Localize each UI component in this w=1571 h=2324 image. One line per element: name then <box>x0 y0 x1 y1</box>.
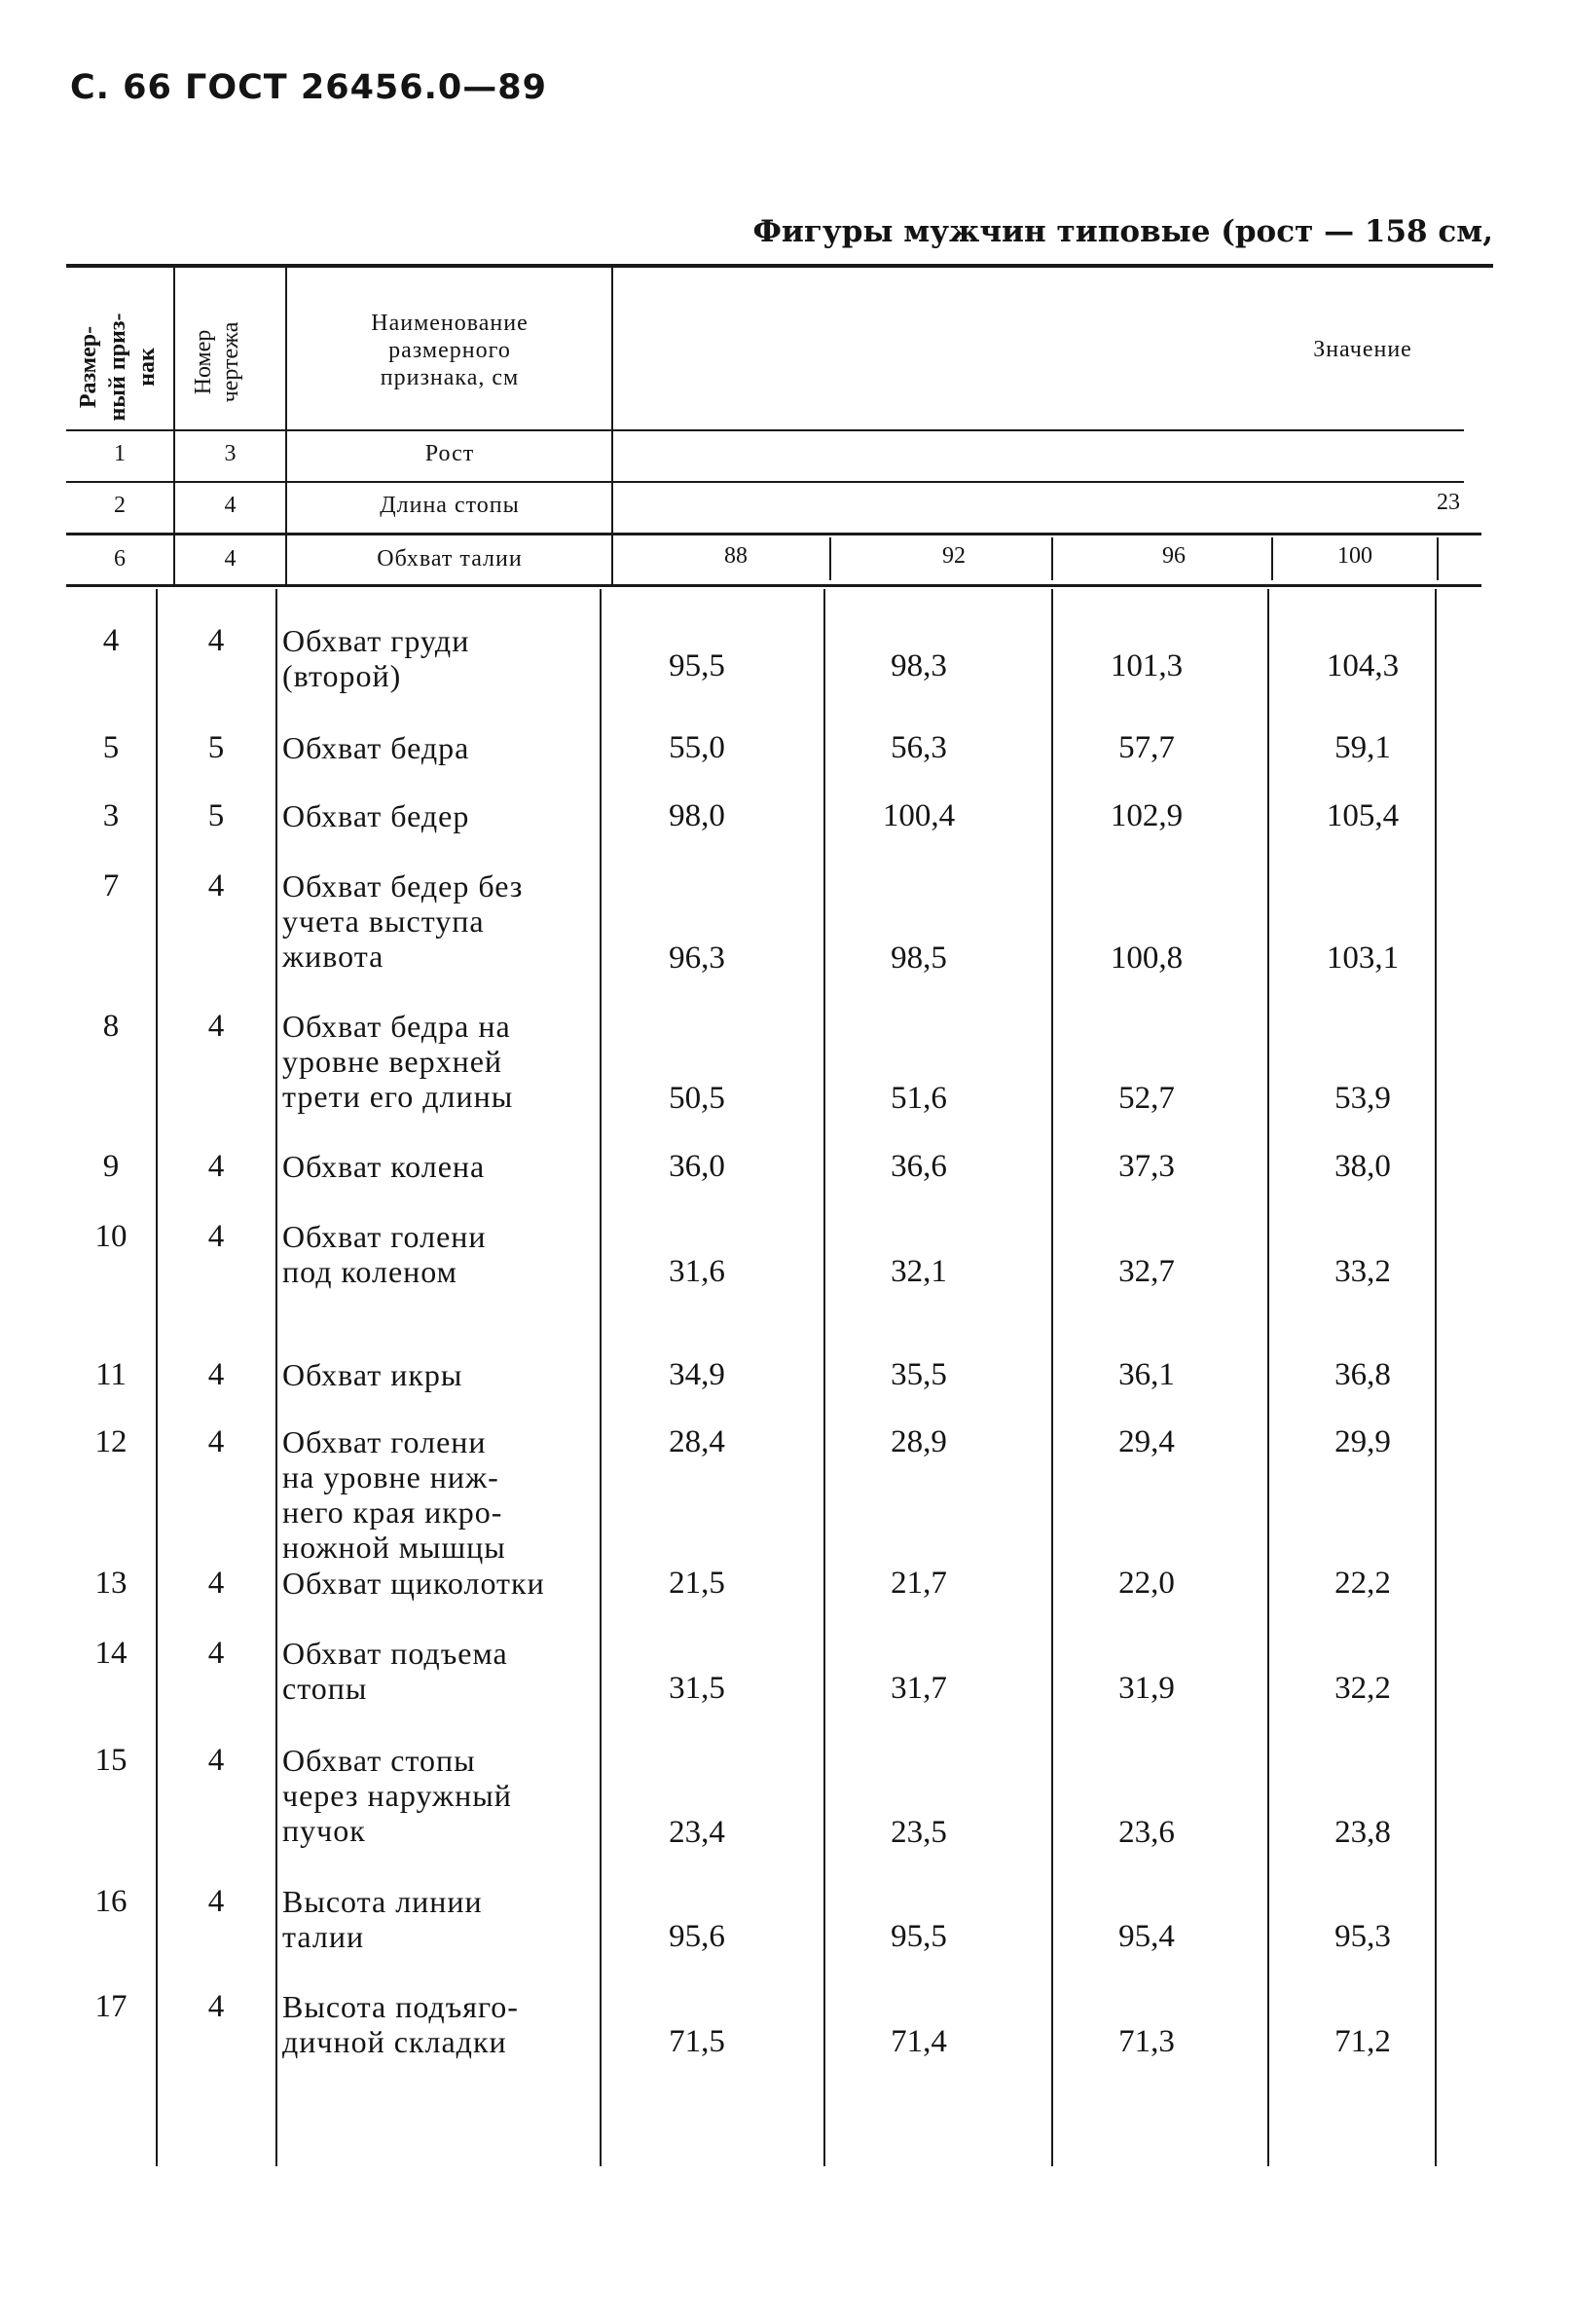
row-feature-number: 13 <box>94 1566 128 1601</box>
row-value-2: 35,5 <box>891 1357 947 1392</box>
row-feature-name: Обхват подъема стопы <box>282 1636 508 1706</box>
body-col-divider-6 <box>1267 589 1269 2166</box>
col-divider-3 <box>611 268 613 585</box>
body-col-divider-5 <box>1051 589 1053 2166</box>
row-value-2: 32,1 <box>891 1254 947 1289</box>
waist-divider-3 <box>1271 537 1273 580</box>
body-col-divider-2 <box>275 589 277 2166</box>
row-feature-number: 5 <box>102 730 120 765</box>
row-value-3: 52,7 <box>1118 1081 1175 1116</box>
row-feature-name: Обхват бедра на уровне верхней трети его длины <box>282 1009 514 1114</box>
row-value-3: 22,0 <box>1118 1566 1175 1601</box>
row-value-1: 31,5 <box>669 1671 725 1706</box>
row-value-4: 95,3 <box>1334 1919 1391 1954</box>
row-feature-number: 4 <box>102 623 120 658</box>
row-value-4: 32,2 <box>1334 1671 1391 1706</box>
table-caption: Фигуры мужчин типовые (рост — 158 см, <box>752 214 1493 249</box>
row-value-1: 96,3 <box>669 941 725 976</box>
row-feature-name: Обхват голени на уровне ниж- него края икро- ножной мышцы <box>282 1424 506 1565</box>
row-value-1: 50,5 <box>669 1081 725 1116</box>
row-value-4: 36,8 <box>1334 1357 1391 1392</box>
row-feature-number: 9 <box>102 1149 120 1184</box>
row-drawing-number: 4 <box>207 623 225 658</box>
row-feature-name: Высота линии талии <box>282 1884 483 1954</box>
row-value-3: 71,3 <box>1118 2024 1175 2059</box>
row-drawing-number: 4 <box>207 1743 225 1778</box>
row-value-1: 95,6 <box>669 1919 725 1954</box>
waist-value-3: 96 <box>1162 543 1186 569</box>
row-feature-name: Обхват икры <box>282 1357 463 1392</box>
table-top-rule <box>66 264 1493 268</box>
row-value-1: 98,0 <box>669 798 725 833</box>
row3-rule <box>66 584 1481 587</box>
param-row-2-num: 2 <box>114 493 126 518</box>
row-value-2: 21,7 <box>891 1566 947 1601</box>
col-divider-2 <box>285 268 287 585</box>
row-value-1: 55,0 <box>669 730 725 765</box>
row-value-4: 22,2 <box>1334 1566 1391 1601</box>
row-value-2: 36,6 <box>891 1149 947 1184</box>
row-value-4: 38,0 <box>1334 1149 1391 1184</box>
row-drawing-number: 4 <box>207 1424 225 1459</box>
row-value-1: 36,0 <box>669 1149 725 1184</box>
row-value-1: 23,4 <box>669 1815 725 1850</box>
row-drawing-number: 5 <box>207 730 225 765</box>
row-feature-name: Обхват бедер <box>282 798 470 833</box>
param-row-2-drawing: 4 <box>224 493 237 518</box>
row-value-1: 95,5 <box>669 648 725 683</box>
row-value-3: 95,4 <box>1118 1919 1175 1954</box>
row-drawing-number: 4 <box>207 1566 225 1601</box>
row-value-2: 98,5 <box>891 941 947 976</box>
row-feature-name: Высота подъяго- дичной складки <box>282 1989 519 2059</box>
row-value-3: 57,7 <box>1118 730 1175 765</box>
param-row-3-drawing: 4 <box>224 546 237 572</box>
row-feature-number: 10 <box>94 1219 128 1254</box>
param-row-1-name: Рост <box>424 441 475 466</box>
param-row-3-num: 6 <box>114 546 126 572</box>
header-rule <box>66 429 1464 431</box>
header-value: Значение <box>1313 337 1412 362</box>
row-feature-name: Обхват колена <box>282 1149 486 1184</box>
row2-rule <box>66 533 1481 535</box>
row-value-2: 56,3 <box>891 730 947 765</box>
param-row-2-value: 23 <box>1437 490 1460 515</box>
row-drawing-number: 4 <box>207 1989 225 2024</box>
row-value-3: 37,3 <box>1118 1149 1175 1184</box>
row-feature-number: 16 <box>94 1884 128 1919</box>
header-feature-name: Наименование размерного признака, см <box>371 311 529 390</box>
param-row-3-name: Обхват талии <box>377 546 523 572</box>
row-value-1: 71,5 <box>669 2024 725 2059</box>
row-value-1: 28,4 <box>669 1424 725 1459</box>
row-drawing-number: 4 <box>207 1636 225 1671</box>
row-value-3: 29,4 <box>1118 1424 1175 1459</box>
row-value-2: 98,3 <box>891 648 947 683</box>
row-value-4: 29,9 <box>1334 1424 1391 1459</box>
row-drawing-number: 4 <box>207 1149 225 1184</box>
row-feature-number: 7 <box>102 868 120 904</box>
row-value-2: 95,5 <box>891 1919 947 1954</box>
row-value-2: 51,6 <box>891 1081 947 1116</box>
row-value-2: 31,7 <box>891 1671 947 1706</box>
waist-divider-1 <box>829 537 831 580</box>
row-feature-number: 8 <box>102 1009 120 1044</box>
row-value-2: 28,9 <box>891 1424 947 1459</box>
row1-rule <box>66 481 1464 483</box>
row-drawing-number: 4 <box>207 868 225 904</box>
row-value-4: 59,1 <box>1334 730 1391 765</box>
waist-value-1: 88 <box>724 543 748 569</box>
row-feature-name: Обхват груди (второй) <box>282 623 470 693</box>
row-drawing-number: 5 <box>207 798 225 833</box>
row-value-3: 100,8 <box>1110 941 1184 976</box>
row-feature-number: 15 <box>94 1743 128 1778</box>
header-size-feature: Размер- ный приз- нак <box>76 313 160 422</box>
row-value-4: 103,1 <box>1326 941 1400 976</box>
row-value-2: 100,4 <box>882 798 956 833</box>
row-value-3: 32,7 <box>1118 1254 1175 1289</box>
param-row-1-num: 1 <box>114 441 126 466</box>
waist-value-2: 92 <box>942 543 966 569</box>
row-value-2: 23,5 <box>891 1815 947 1850</box>
row-value-3: 102,9 <box>1110 798 1184 833</box>
row-drawing-number: 4 <box>207 1357 225 1392</box>
row-drawing-number: 4 <box>207 1219 225 1254</box>
waist-value-4: 100 <box>1337 543 1372 569</box>
row-value-1: 34,9 <box>669 1357 725 1392</box>
row-feature-name: Обхват бедер без учета выступа живота <box>282 868 524 974</box>
row-feature-number: 11 <box>95 1357 127 1392</box>
row-drawing-number: 4 <box>207 1009 225 1044</box>
row-feature-number: 14 <box>94 1636 128 1671</box>
row-value-3: 23,6 <box>1118 1815 1175 1850</box>
row-value-4: 33,2 <box>1334 1254 1391 1289</box>
row-feature-name: Обхват бедра <box>282 730 470 765</box>
row-feature-name: Обхват щиколотки <box>282 1566 545 1601</box>
row-feature-name: Обхват голени под коленом <box>282 1219 487 1289</box>
row-value-3: 101,3 <box>1110 648 1184 683</box>
row-value-4: 23,8 <box>1334 1815 1391 1850</box>
row-value-2: 71,4 <box>891 2024 947 2059</box>
row-value-3: 31,9 <box>1118 1671 1175 1706</box>
body-col-divider-4 <box>823 589 825 2166</box>
param-row-2-name: Длина стопы <box>380 493 520 518</box>
row-feature-number: 3 <box>102 798 120 833</box>
row-value-4: 105,4 <box>1326 798 1400 833</box>
row-feature-number: 12 <box>94 1424 128 1459</box>
row-value-3: 36,1 <box>1118 1357 1175 1392</box>
row-value-1: 21,5 <box>669 1566 725 1601</box>
row-feature-name: Обхват стопы через наружный пучок <box>282 1743 512 1848</box>
row-drawing-number: 4 <box>207 1884 225 1919</box>
param-row-1-drawing: 3 <box>224 441 237 466</box>
header-drawing-number: Номер чертежа <box>191 321 243 403</box>
waist-divider-4 <box>1437 537 1439 580</box>
page-header: С. 66 ГОСТ 26456.0—89 <box>70 68 547 107</box>
row-value-4: 71,2 <box>1334 2024 1391 2059</box>
waist-divider-2 <box>1051 537 1053 580</box>
col-divider-1 <box>173 268 175 585</box>
row-feature-number: 17 <box>94 1989 128 2024</box>
row-value-4: 53,9 <box>1334 1081 1391 1116</box>
row-value-4: 104,3 <box>1326 648 1400 683</box>
row-value-1: 31,6 <box>669 1254 725 1289</box>
